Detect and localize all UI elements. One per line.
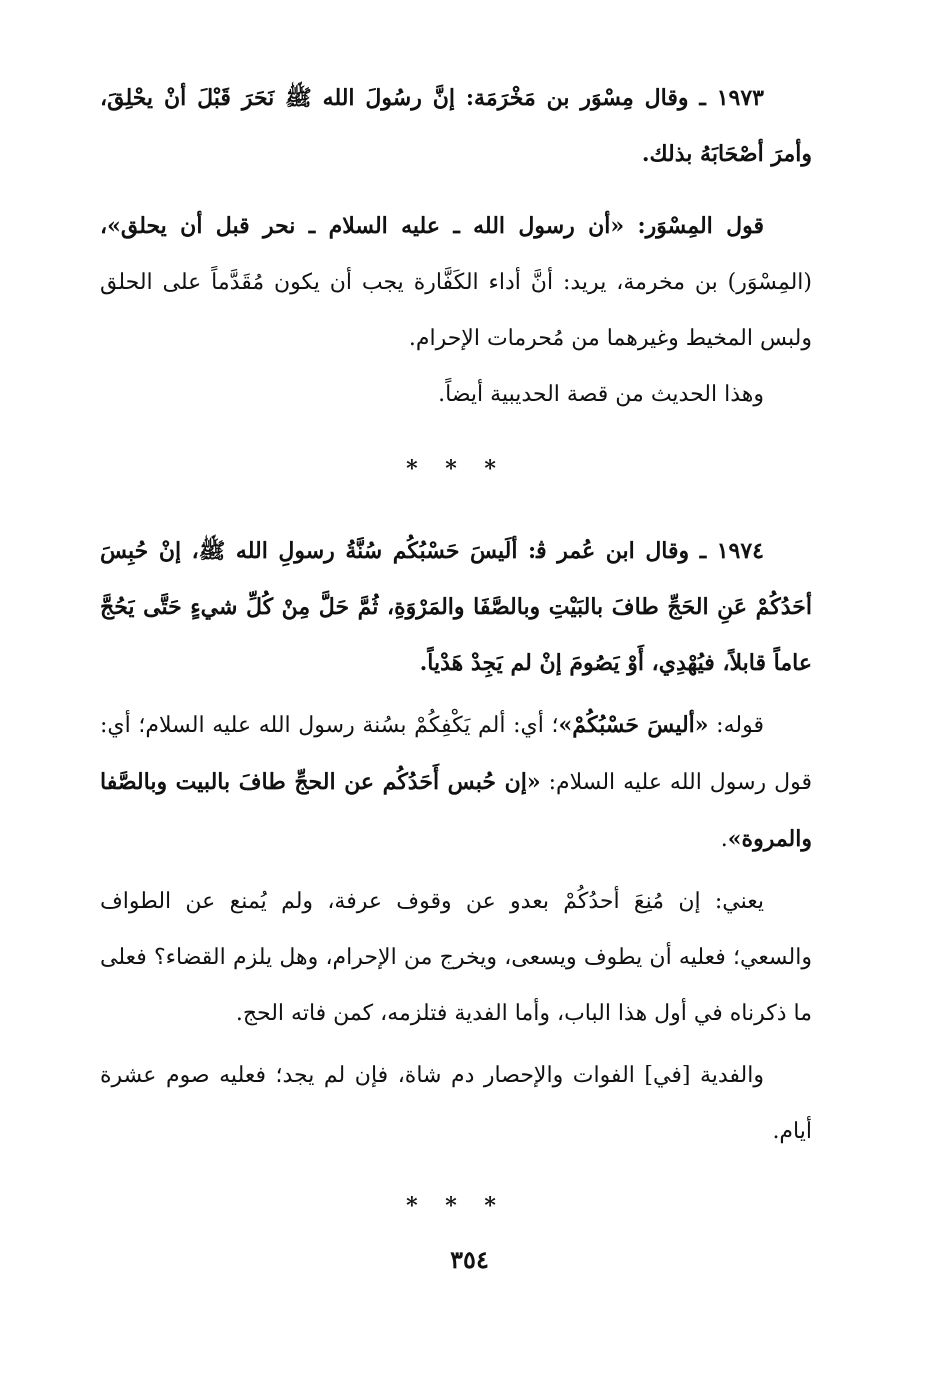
page-number: ٣٥٤	[450, 1245, 489, 1274]
hadith-1973-text: ١٩٧٣ ـ وقال مِسْوَر بن مَخْرَمَة: إنَّ رسُولَ الله ﷺ نَحَرَ قَبْلَ أنْ يحْلِقَ، وأمرَ أصْحَابَهُ بذلك.	[100, 85, 812, 167]
section-separator-2: * * *	[406, 1193, 506, 1219]
commentary-1974-paragraph-1	[100, 697, 812, 868]
commentary-1974-middle: ؛ أي: ألم يَكْفِكُمْ بسُنة رسول الله عليه السلام؛ أي: قول رسول الله عليه السلام:	[100, 713, 812, 795]
commentary-1973-paragraph-1	[100, 198, 812, 367]
commentary-1974-quote-2: «إن حُبس أَحَدُكُم عن الحجِّ طافَ بالبيت وبالصَّفا والمروة»	[100, 769, 812, 852]
page-body	[100, 70, 812, 1260]
commentary-1973-explanation: (المِسْوَر) بن مخرمة، يريد: أنَّ أداء الكَفَّارة يجب أن يكون مُقَدَّماً على الحلق ولبس المخيط وغيرهما من مُحرمات الإحرام.	[100, 270, 812, 351]
section-separator-1: * * *	[406, 456, 506, 482]
commentary-1974-paragraph-3: والفدية [في] الفوات والإحصار دم شاة، فإن لم يجد؛ فعليه صوم عشرة أيام.	[100, 1063, 812, 1144]
commentary-1973-quote: قول المِسْوَر: «أن رسول الله ـ عليه السلام ـ نحر قبل أن يحلق»،	[100, 213, 764, 239]
commentary-1974-end: .	[720, 827, 728, 852]
commentary-1974-lead: قوله:	[708, 713, 764, 738]
commentary-1973-paragraph-2: وهذا الحديث من قصة الحديبية أيضاً.	[438, 382, 764, 407]
commentary-1974-paragraph-2: يعني: إن مُنِعَ أحدُكُمْ بعدو عن وقوف عرفة، ولم يُمنع عن الطواف والسعي؛ فعليه أن يطوف ويسعى، ويخرج من الإحرام، وهل يلزم القضاء؟ فعلى ما ذكرناه في أول هذا الباب، وأما الفدية فتلزمه، كمن فاته الحج.	[100, 889, 812, 1026]
hadith-1974-text: ١٩٧٤ ـ وقال ابن عُمر ﭬ: ألَيسَ حَسْبُكُم سُنَّةُ رسولِ الله ﷺ، إنْ حُبِسَ أحَدُكُمْ عَنِ الحَجِّ طافَ بالبَيْتِ وبالصَّفَا والمَرْوَةِ، ثُمَّ حَلَّ مِنْ كُلِّ شيءٍ حَتَّى يَحُجَّ عاماً قابلاً، فيُهْدِي، أَوْ يَصُومَ إنْ لم يَجِدْ هَدْياً.	[100, 538, 812, 676]
commentary-1974-quote-1: «أليسَ حَسْبُكُمْ»	[558, 712, 709, 738]
